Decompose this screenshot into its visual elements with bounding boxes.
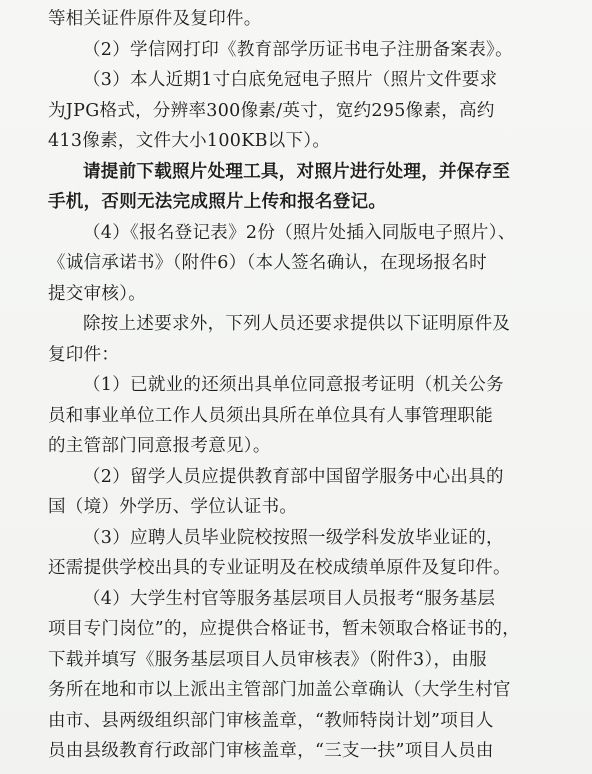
document-body	[48, 4, 556, 767]
text-line: （3）应聘人员毕业院校按照一级学科发放毕业证的，	[83, 527, 504, 548]
text-line: 由市、县两级组织部门审核盖章，“教师特岗计划”项目人	[48, 710, 494, 731]
text-line: （2）留学人员应提供教育部中国留学服务中心出具的	[83, 466, 504, 487]
text-line: 413像素，文件大小100KB以下）。	[48, 131, 331, 151]
text-line: （4）大学生村官等服务基层项目人员报考“服务基层	[83, 588, 496, 609]
text-line: （2）学信网打印《教育部学历证书电子注册备案表》。	[83, 39, 513, 60]
text-line: 《诚信承诺书》（附件6）（本人签名确认，在现场报名时	[48, 253, 487, 273]
text-line: 还需提供学校出具的专业证明及在校成绩单原件及复印件。	[48, 558, 511, 578]
text-line: （4）《报名登记表》2份（照片处插入同版电子照片）、	[83, 222, 516, 243]
text-line: 下载并填写《服务基层项目人员审核表》（附件3），由服	[48, 649, 487, 670]
text-line: 为JPG格式，分辨率300像素/英寸，宽约295像素，高约	[48, 100, 495, 121]
text-line: 员和事业单位工作人员须出具所在单位具有人事管理职能	[48, 405, 493, 426]
text-line: 复印件：	[48, 344, 120, 365]
text-line: 除按上述要求外，下列人员还要求提供以下证明原件及	[83, 314, 511, 334]
text-line: （1）已就业的还须出具单位同意报考证明（机关公务	[83, 375, 504, 395]
text-line: 务所在地和市以上派出主管部门加盖公章确认（大学生村官	[48, 680, 511, 700]
text-line: 的主管部门同意报考意见）。	[48, 436, 271, 456]
text-line: 提交审核）。	[48, 283, 147, 304]
text-line: 手机，否则无法完成照片上传和报名登记。	[48, 192, 387, 212]
text-line: （3）本人近期1寸白底免冠电子照片（照片文件要求	[83, 70, 498, 90]
text-line: 请提前下载照片处理工具，对照片进行处理，并保存至	[83, 161, 511, 182]
text-line: 国（境）外学历、学位认证书。	[48, 497, 298, 517]
text-line: 员由县级教育行政部门审核盖章，“三支一扶”项目人员由	[48, 741, 494, 761]
text-line: 等相关证件原件及复印件。	[48, 9, 262, 29]
text-line: 项目专门岗位”的，应提供合格证书，暂未领取合格证书的，	[48, 619, 521, 639]
